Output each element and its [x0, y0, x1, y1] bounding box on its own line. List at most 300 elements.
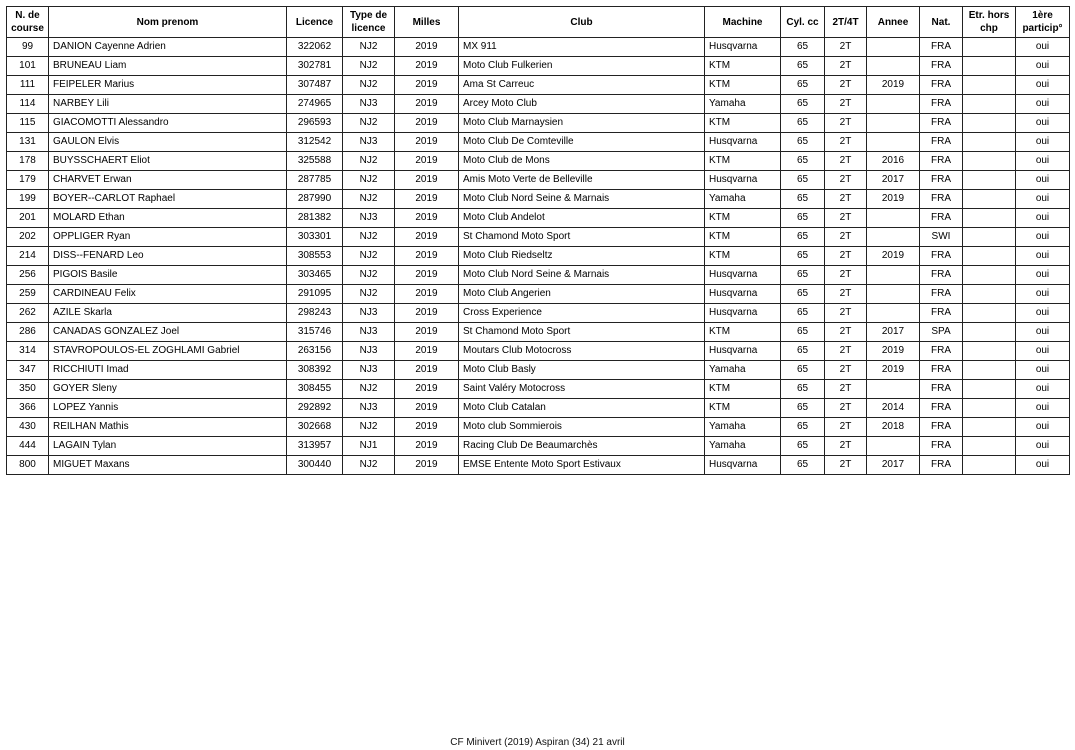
column-header-stroke: 2T/4T: [825, 7, 867, 38]
cell-course-number: 178: [7, 152, 49, 171]
cell-course-number: 347: [7, 361, 49, 380]
cell-name: MOLARD Ethan: [49, 209, 287, 228]
cell-year: 2017: [867, 323, 920, 342]
cell-year: 2014: [867, 399, 920, 418]
cell-licence: 287785: [287, 171, 343, 190]
table-row: [7, 190, 1070, 209]
cell-foreign-off-championship: [963, 247, 1016, 266]
cell-nationality: FRA: [920, 380, 963, 399]
cell-foreign-off-championship: [963, 209, 1016, 228]
cell-licence: 281382: [287, 209, 343, 228]
cell-year: [867, 228, 920, 247]
cell-foreign-off-championship: [963, 418, 1016, 437]
cell-licence-type: NJ3: [343, 323, 395, 342]
cell-machine: Yamaha: [705, 95, 781, 114]
cell-first-participation: oui: [1016, 304, 1070, 323]
cell-licence: 307487: [287, 76, 343, 95]
table-row: [7, 342, 1070, 361]
cell-year: [867, 57, 920, 76]
cell-licence-type: NJ2: [343, 38, 395, 57]
table-row: [7, 38, 1070, 57]
cell-cylinder: 65: [781, 342, 825, 361]
cell-cylinder: 65: [781, 247, 825, 266]
cell-nationality: FRA: [920, 456, 963, 475]
table-row: [7, 171, 1070, 190]
cell-club: Moto Club De Comteville: [459, 133, 705, 152]
cell-year: 2017: [867, 171, 920, 190]
cell-licence: 263156: [287, 342, 343, 361]
cell-licence: 303465: [287, 266, 343, 285]
cell-licence-type: NJ2: [343, 76, 395, 95]
cell-nationality: FRA: [920, 361, 963, 380]
cell-milles: 2019: [395, 190, 459, 209]
cell-nationality: SPA: [920, 323, 963, 342]
cell-first-participation: oui: [1016, 361, 1070, 380]
cell-year: [867, 285, 920, 304]
table-body: [7, 38, 1070, 475]
cell-first-participation: oui: [1016, 437, 1070, 456]
cell-course-number: 262: [7, 304, 49, 323]
table-row: [7, 361, 1070, 380]
cell-licence: 274965: [287, 95, 343, 114]
cell-stroke: 2T: [825, 266, 867, 285]
cell-club: Moto Club Fulkerien: [459, 57, 705, 76]
cell-licence-type: NJ2: [343, 228, 395, 247]
cell-cylinder: 65: [781, 285, 825, 304]
cell-stroke: 2T: [825, 361, 867, 380]
entry-list-table: [6, 6, 1070, 475]
cell-milles: 2019: [395, 133, 459, 152]
cell-course-number: 202: [7, 228, 49, 247]
table-row: [7, 266, 1070, 285]
cell-machine: Yamaha: [705, 361, 781, 380]
cell-licence: 312542: [287, 133, 343, 152]
cell-cylinder: 65: [781, 57, 825, 76]
cell-licence: 308455: [287, 380, 343, 399]
cell-licence-type: NJ3: [343, 399, 395, 418]
header-row: [7, 7, 1070, 38]
cell-licence: 292892: [287, 399, 343, 418]
cell-stroke: 2T: [825, 114, 867, 133]
column-header-foreign-off-championship: Etr. hors chp: [963, 7, 1016, 38]
cell-first-participation: oui: [1016, 323, 1070, 342]
cell-nationality: FRA: [920, 133, 963, 152]
cell-name: CANADAS GONZALEZ Joel: [49, 323, 287, 342]
cell-machine: KTM: [705, 76, 781, 95]
cell-foreign-off-championship: [963, 171, 1016, 190]
cell-milles: 2019: [395, 95, 459, 114]
table-row: [7, 456, 1070, 475]
cell-year: [867, 304, 920, 323]
cell-nationality: FRA: [920, 209, 963, 228]
cell-stroke: 2T: [825, 152, 867, 171]
cell-foreign-off-championship: [963, 76, 1016, 95]
table-row: [7, 133, 1070, 152]
cell-course-number: 430: [7, 418, 49, 437]
cell-licence-type: NJ2: [343, 57, 395, 76]
cell-first-participation: oui: [1016, 133, 1070, 152]
cell-nationality: FRA: [920, 38, 963, 57]
cell-name: CARDINEAU Felix: [49, 285, 287, 304]
cell-licence-type: NJ2: [343, 152, 395, 171]
cell-stroke: 2T: [825, 285, 867, 304]
cell-machine: Husqvarna: [705, 38, 781, 57]
cell-licence-type: NJ1: [343, 437, 395, 456]
cell-year: [867, 266, 920, 285]
cell-foreign-off-championship: [963, 361, 1016, 380]
table-row: [7, 209, 1070, 228]
cell-stroke: 2T: [825, 456, 867, 475]
cell-name: DISS--FENARD Leo: [49, 247, 287, 266]
table-row: [7, 95, 1070, 114]
column-header-course-number: N. de course: [7, 7, 49, 38]
cell-foreign-off-championship: [963, 304, 1016, 323]
cell-name: FEIPELER Marius: [49, 76, 287, 95]
cell-machine: Husqvarna: [705, 456, 781, 475]
cell-course-number: 101: [7, 57, 49, 76]
cell-machine: Husqvarna: [705, 171, 781, 190]
cell-club: Cross Experience: [459, 304, 705, 323]
cell-year: 2019: [867, 361, 920, 380]
cell-club: Racing Club De Beaumarchès: [459, 437, 705, 456]
cell-course-number: 115: [7, 114, 49, 133]
cell-stroke: 2T: [825, 418, 867, 437]
cell-cylinder: 65: [781, 380, 825, 399]
column-header-first-participation: 1ère particip°: [1016, 7, 1070, 38]
cell-milles: 2019: [395, 285, 459, 304]
cell-stroke: 2T: [825, 76, 867, 95]
cell-machine: KTM: [705, 228, 781, 247]
cell-licence: 302781: [287, 57, 343, 76]
cell-nationality: FRA: [920, 285, 963, 304]
cell-licence-type: NJ3: [343, 133, 395, 152]
table-row: [7, 437, 1070, 456]
cell-stroke: 2T: [825, 380, 867, 399]
cell-nationality: FRA: [920, 399, 963, 418]
cell-machine: Husqvarna: [705, 285, 781, 304]
cell-nationality: FRA: [920, 114, 963, 133]
cell-course-number: 444: [7, 437, 49, 456]
cell-club: Moto Club Riedseltz: [459, 247, 705, 266]
table-row: [7, 152, 1070, 171]
column-header-nationality: Nat.: [920, 7, 963, 38]
cell-cylinder: 65: [781, 323, 825, 342]
table-row: [7, 380, 1070, 399]
cell-club: MX 911: [459, 38, 705, 57]
cell-course-number: 314: [7, 342, 49, 361]
cell-year: 2019: [867, 76, 920, 95]
cell-name: PIGOIS Basile: [49, 266, 287, 285]
cell-first-participation: oui: [1016, 114, 1070, 133]
cell-machine: KTM: [705, 114, 781, 133]
cell-foreign-off-championship: [963, 114, 1016, 133]
cell-stroke: 2T: [825, 95, 867, 114]
cell-cylinder: 65: [781, 361, 825, 380]
cell-name: BUYSSCHAERT Eliot: [49, 152, 287, 171]
cell-licence-type: NJ2: [343, 247, 395, 266]
cell-machine: Husqvarna: [705, 266, 781, 285]
cell-club: Moto Club Nord Seine & Marnais: [459, 266, 705, 285]
cell-licence: 302668: [287, 418, 343, 437]
cell-year: [867, 114, 920, 133]
cell-course-number: 179: [7, 171, 49, 190]
cell-cylinder: 65: [781, 133, 825, 152]
cell-licence: 308392: [287, 361, 343, 380]
cell-first-participation: oui: [1016, 399, 1070, 418]
cell-name: LAGAIN Tylan: [49, 437, 287, 456]
cell-machine: KTM: [705, 209, 781, 228]
cell-first-participation: oui: [1016, 95, 1070, 114]
column-header-year: Annee: [867, 7, 920, 38]
cell-stroke: 2T: [825, 57, 867, 76]
cell-cylinder: 65: [781, 152, 825, 171]
cell-club: Moutars Club Motocross: [459, 342, 705, 361]
cell-milles: 2019: [395, 76, 459, 95]
cell-licence-type: NJ2: [343, 380, 395, 399]
cell-licence: 325588: [287, 152, 343, 171]
cell-cylinder: 65: [781, 304, 825, 323]
cell-foreign-off-championship: [963, 342, 1016, 361]
cell-course-number: 256: [7, 266, 49, 285]
cell-course-number: 114: [7, 95, 49, 114]
cell-first-participation: oui: [1016, 247, 1070, 266]
cell-name: OPPLIGER Ryan: [49, 228, 287, 247]
cell-licence: 315746: [287, 323, 343, 342]
cell-machine: Husqvarna: [705, 342, 781, 361]
cell-licence: 287990: [287, 190, 343, 209]
cell-foreign-off-championship: [963, 266, 1016, 285]
cell-milles: 2019: [395, 304, 459, 323]
cell-name: DANION Cayenne Adrien: [49, 38, 287, 57]
cell-cylinder: 65: [781, 190, 825, 209]
cell-first-participation: oui: [1016, 57, 1070, 76]
cell-first-participation: oui: [1016, 38, 1070, 57]
cell-licence: 303301: [287, 228, 343, 247]
cell-milles: 2019: [395, 418, 459, 437]
cell-licence-type: NJ3: [343, 95, 395, 114]
cell-year: 2016: [867, 152, 920, 171]
cell-name: BOYER--CARLOT Raphael: [49, 190, 287, 209]
cell-course-number: 214: [7, 247, 49, 266]
cell-first-participation: oui: [1016, 76, 1070, 95]
cell-milles: 2019: [395, 437, 459, 456]
cell-cylinder: 65: [781, 266, 825, 285]
cell-cylinder: 65: [781, 76, 825, 95]
cell-club: Moto Club Catalan: [459, 399, 705, 418]
cell-foreign-off-championship: [963, 190, 1016, 209]
cell-stroke: 2T: [825, 304, 867, 323]
cell-name: GAULON Elvis: [49, 133, 287, 152]
cell-stroke: 2T: [825, 228, 867, 247]
cell-milles: 2019: [395, 209, 459, 228]
cell-stroke: 2T: [825, 133, 867, 152]
cell-club: Saint Valéry Motocross: [459, 380, 705, 399]
cell-course-number: 800: [7, 456, 49, 475]
cell-club: St Chamond Moto Sport: [459, 228, 705, 247]
cell-foreign-off-championship: [963, 456, 1016, 475]
cell-nationality: FRA: [920, 57, 963, 76]
cell-milles: 2019: [395, 114, 459, 133]
table-row: [7, 228, 1070, 247]
cell-first-participation: oui: [1016, 209, 1070, 228]
cell-course-number: 366: [7, 399, 49, 418]
cell-milles: 2019: [395, 399, 459, 418]
cell-course-number: 259: [7, 285, 49, 304]
cell-name: NARBEY Lili: [49, 95, 287, 114]
cell-club: Moto Club Angerien: [459, 285, 705, 304]
cell-name: REILHAN Mathis: [49, 418, 287, 437]
cell-milles: 2019: [395, 247, 459, 266]
cell-licence-type: NJ2: [343, 285, 395, 304]
cell-year: [867, 437, 920, 456]
cell-licence: 308553: [287, 247, 343, 266]
cell-milles: 2019: [395, 228, 459, 247]
cell-milles: 2019: [395, 342, 459, 361]
cell-first-participation: oui: [1016, 342, 1070, 361]
cell-foreign-off-championship: [963, 57, 1016, 76]
column-header-machine: Machine: [705, 7, 781, 38]
cell-year: [867, 380, 920, 399]
cell-licence: 291095: [287, 285, 343, 304]
cell-nationality: FRA: [920, 437, 963, 456]
cell-foreign-off-championship: [963, 152, 1016, 171]
cell-stroke: 2T: [825, 399, 867, 418]
cell-course-number: 201: [7, 209, 49, 228]
column-header-licence: Licence: [287, 7, 343, 38]
cell-nationality: FRA: [920, 418, 963, 437]
table-row: [7, 247, 1070, 266]
cell-licence: 322062: [287, 38, 343, 57]
cell-year: [867, 38, 920, 57]
cell-cylinder: 65: [781, 171, 825, 190]
cell-nationality: FRA: [920, 266, 963, 285]
cell-club: Moto Club Nord Seine & Marnais: [459, 190, 705, 209]
cell-licence-type: NJ3: [343, 209, 395, 228]
cell-club: EMSE Entente Moto Sport Estivaux: [459, 456, 705, 475]
cell-name: LOPEZ Yannis: [49, 399, 287, 418]
cell-licence-type: NJ2: [343, 418, 395, 437]
cell-machine: KTM: [705, 380, 781, 399]
page-footer: CF Minivert (2019) Aspiran (34) 21 avril: [450, 737, 625, 748]
cell-nationality: FRA: [920, 152, 963, 171]
column-header-milles: Milles: [395, 7, 459, 38]
table-row: [7, 57, 1070, 76]
cell-year: [867, 133, 920, 152]
cell-milles: 2019: [395, 456, 459, 475]
cell-year: 2018: [867, 418, 920, 437]
cell-milles: 2019: [395, 171, 459, 190]
cell-course-number: 99: [7, 38, 49, 57]
cell-machine: KTM: [705, 152, 781, 171]
cell-course-number: 199: [7, 190, 49, 209]
cell-first-participation: oui: [1016, 285, 1070, 304]
cell-licence: 313957: [287, 437, 343, 456]
cell-machine: Yamaha: [705, 418, 781, 437]
cell-foreign-off-championship: [963, 437, 1016, 456]
cell-cylinder: 65: [781, 399, 825, 418]
table-row: [7, 76, 1070, 95]
column-header-name: Nom prenom: [49, 7, 287, 38]
cell-first-participation: oui: [1016, 228, 1070, 247]
cell-licence-type: NJ3: [343, 342, 395, 361]
cell-licence-type: NJ2: [343, 171, 395, 190]
cell-stroke: 2T: [825, 38, 867, 57]
cell-year: 2019: [867, 342, 920, 361]
cell-stroke: 2T: [825, 209, 867, 228]
cell-club: Moto club Sommierois: [459, 418, 705, 437]
table-row: [7, 114, 1070, 133]
cell-name: STAVROPOULOS-EL ZOGHLAMI Gabriel: [49, 342, 287, 361]
cell-year: [867, 95, 920, 114]
cell-cylinder: 65: [781, 437, 825, 456]
cell-club: Ama St Carreuc: [459, 76, 705, 95]
cell-course-number: 350: [7, 380, 49, 399]
cell-milles: 2019: [395, 38, 459, 57]
cell-name: GIACOMOTTI Alessandro: [49, 114, 287, 133]
cell-year: 2019: [867, 190, 920, 209]
cell-course-number: 286: [7, 323, 49, 342]
cell-cylinder: 65: [781, 114, 825, 133]
table-row: [7, 399, 1070, 418]
cell-cylinder: 65: [781, 418, 825, 437]
cell-licence-type: NJ2: [343, 114, 395, 133]
cell-first-participation: oui: [1016, 171, 1070, 190]
table-row: [7, 323, 1070, 342]
cell-machine: Yamaha: [705, 437, 781, 456]
cell-licence-type: NJ3: [343, 304, 395, 323]
cell-foreign-off-championship: [963, 38, 1016, 57]
cell-machine: KTM: [705, 399, 781, 418]
cell-machine: KTM: [705, 323, 781, 342]
cell-licence-type: NJ2: [343, 266, 395, 285]
cell-cylinder: 65: [781, 228, 825, 247]
table-row: [7, 285, 1070, 304]
cell-milles: 2019: [395, 152, 459, 171]
cell-first-participation: oui: [1016, 266, 1070, 285]
cell-first-participation: oui: [1016, 380, 1070, 399]
cell-licence-type: NJ2: [343, 190, 395, 209]
cell-nationality: SWI: [920, 228, 963, 247]
cell-machine: Husqvarna: [705, 304, 781, 323]
cell-licence-type: NJ2: [343, 456, 395, 475]
cell-year: 2019: [867, 247, 920, 266]
cell-stroke: 2T: [825, 323, 867, 342]
cell-nationality: FRA: [920, 190, 963, 209]
cell-name: CHARVET Erwan: [49, 171, 287, 190]
cell-club: St Chamond Moto Sport: [459, 323, 705, 342]
cell-club: Moto Club de Mons: [459, 152, 705, 171]
cell-course-number: 111: [7, 76, 49, 95]
cell-machine: Husqvarna: [705, 133, 781, 152]
cell-licence: 298243: [287, 304, 343, 323]
cell-machine: Yamaha: [705, 190, 781, 209]
cell-name: BRUNEAU Liam: [49, 57, 287, 76]
cell-milles: 2019: [395, 57, 459, 76]
cell-licence: 296593: [287, 114, 343, 133]
cell-year: 2017: [867, 456, 920, 475]
cell-first-participation: oui: [1016, 152, 1070, 171]
cell-milles: 2019: [395, 361, 459, 380]
cell-club: Moto Club Basly: [459, 361, 705, 380]
cell-nationality: FRA: [920, 171, 963, 190]
cell-first-participation: oui: [1016, 190, 1070, 209]
cell-cylinder: 65: [781, 209, 825, 228]
cell-foreign-off-championship: [963, 95, 1016, 114]
cell-cylinder: 65: [781, 38, 825, 57]
cell-stroke: 2T: [825, 171, 867, 190]
cell-name: AZILE Skarla: [49, 304, 287, 323]
cell-stroke: 2T: [825, 190, 867, 209]
